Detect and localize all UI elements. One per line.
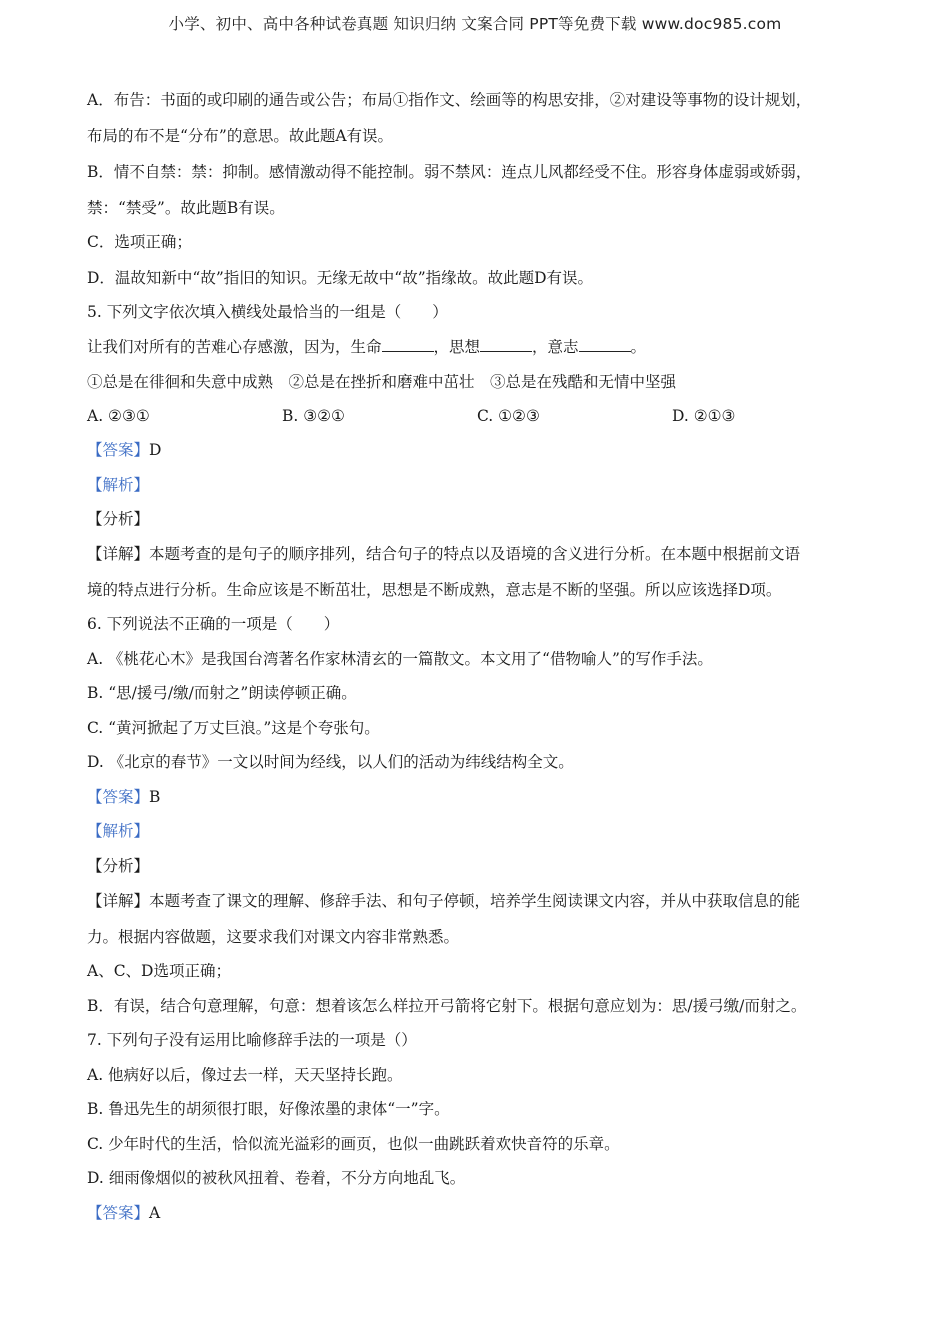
explanation-line: C．选项正确； xyxy=(87,233,192,251)
q6-analysis xyxy=(87,819,149,843)
q5-analysis xyxy=(87,473,149,497)
q5-sentence-part: ，思想 xyxy=(433,338,481,356)
q5-option-b: B. ③②① xyxy=(282,407,345,425)
q5-detail-2: 境的特点进行分析。生命应该是不断茁壮，思想是不断成熟，意志是不断的坚强。所以应该选择D项。 xyxy=(87,581,782,599)
q6-option-c: C. “黄河掀起了万丈巨浪。”这是个夸张句。 xyxy=(87,719,380,737)
q5-answer xyxy=(87,438,161,462)
q5-option-d: D. ②①③ xyxy=(672,407,736,425)
q6-acd-note: A、C、D选项正确； xyxy=(87,962,231,980)
explanation-line: 布局的布不是“分布”的意思。故此题A有误。 xyxy=(87,127,394,145)
q7-option-a: A. 他病好以后，像过去一样，天天坚持长跑。 xyxy=(87,1066,403,1084)
analysis-tag: 【解析】 xyxy=(87,822,150,840)
q5-stem: 5. 下列文字依次填入横线处最恰当的一组是（ ） xyxy=(87,303,448,321)
q6-option-d: D. 《北京的春节》一文以时间为经线，以人们的活动为纬线结构全文。 xyxy=(87,753,574,771)
q7-option-c: C. 少年时代的生活，恰似流光溢彩的画页，也似一曲跳跃着欢快音符的乐章。 xyxy=(87,1135,620,1153)
detail-text: 本题考查的是句子的顺序排列，结合句子的特点以及语境的含义进行分析。在本题中根据前文语 xyxy=(149,545,801,563)
answer-tag: 【答案】 xyxy=(87,441,150,459)
answer-value: D xyxy=(149,441,162,459)
q6-b-note: B．有误，结合句意理解，句意：想着该怎么样拉开弓箭将它射下。根据句意应划为：思/援弓缴/而射之。 xyxy=(87,997,807,1015)
q6-stem: 6. 下列说法不正确的一项是（ ） xyxy=(87,615,340,633)
detail-text: 本题考查了课文的理解、修辞手法、和句子停顿，培养学生阅读课文内容，并从中获取信息的能 xyxy=(149,892,801,910)
q5-option-c: C. ①②③ xyxy=(477,407,540,425)
q5-option-a: A. ②③① xyxy=(87,407,150,425)
page-header: 小学、初中、高中各种试卷真题 知识归纳 文案合同 PPT等免费下载 www.doc985.com xyxy=(168,15,782,33)
q6-detail-1 xyxy=(87,889,800,913)
q5-options xyxy=(87,404,867,428)
blank-2 xyxy=(480,336,532,352)
q5-sentence-part: 。 xyxy=(630,338,647,356)
detail-tag: 【详解】 xyxy=(87,892,150,910)
blank-3 xyxy=(579,336,631,352)
q6-option-a: A. 《桃花心木》是我国台湾著名作家林清玄的一篇散文。本文用了“借物喻人”的写作手法。 xyxy=(87,650,713,668)
detail-tag: 【详解】 xyxy=(87,545,150,563)
q5-sentence-part: ，意志 xyxy=(532,338,579,356)
q5-sentence xyxy=(87,335,646,359)
explanation-line: A．布告：书面的或印刷的通告或公告；布局①指作文、绘画等的构思安排，②对建设等事物的设计规划， xyxy=(87,91,812,109)
q6-answer xyxy=(87,785,160,809)
q5-sentence-part: 让我们对所有的苦难心存感激，因为，生命 xyxy=(87,338,382,356)
analysis-tag: 【解析】 xyxy=(87,476,150,494)
answer-value: B xyxy=(149,788,161,806)
q6-detail-2: 力。根据内容做题，这要求我们对课文内容非常熟悉。 xyxy=(87,928,460,946)
explanation-line: D．温故知新中“故”指旧的知识。无缘无故中“故”指缘故。故此题D有误。 xyxy=(87,269,594,287)
q7-answer xyxy=(87,1201,160,1225)
explanation-line: B．情不自禁：禁：抑制。感情激动得不能控制。弱不禁风：连点儿风都经受不住。形容身体虚弱或娇弱， xyxy=(87,163,812,181)
q6-option-b: B. “思/援弓/缴/而射之”朗读停顿正确。 xyxy=(87,684,357,702)
q5-choices: ①总是在徘徊和失意中成熟 ②总是在挫折和磨难中茁壮 ③总是在残酷和无情中坚强 xyxy=(87,373,677,391)
q5-fenxi: 【分析】 xyxy=(87,510,150,528)
q5-detail-1 xyxy=(87,542,800,566)
blank-1 xyxy=(382,336,434,352)
answer-tag: 【答案】 xyxy=(87,788,150,806)
q7-stem: 7. 下列句子没有运用比喻修辞手法的一项是（） xyxy=(87,1031,417,1049)
q7-option-d: D. 细雨像烟似的被秋风扭着、卷着，不分方向地乱飞。 xyxy=(87,1169,466,1187)
q6-fenxi: 【分析】 xyxy=(87,857,150,875)
q7-option-b: B. 鲁迅先生的胡须很打眼，好像浓墨的隶体“一”字。 xyxy=(87,1100,450,1118)
answer-tag: 【答案】 xyxy=(87,1204,150,1222)
answer-value: A xyxy=(149,1204,161,1222)
explanation-line: 禁：“禁受”。故此题B有误。 xyxy=(87,199,285,217)
